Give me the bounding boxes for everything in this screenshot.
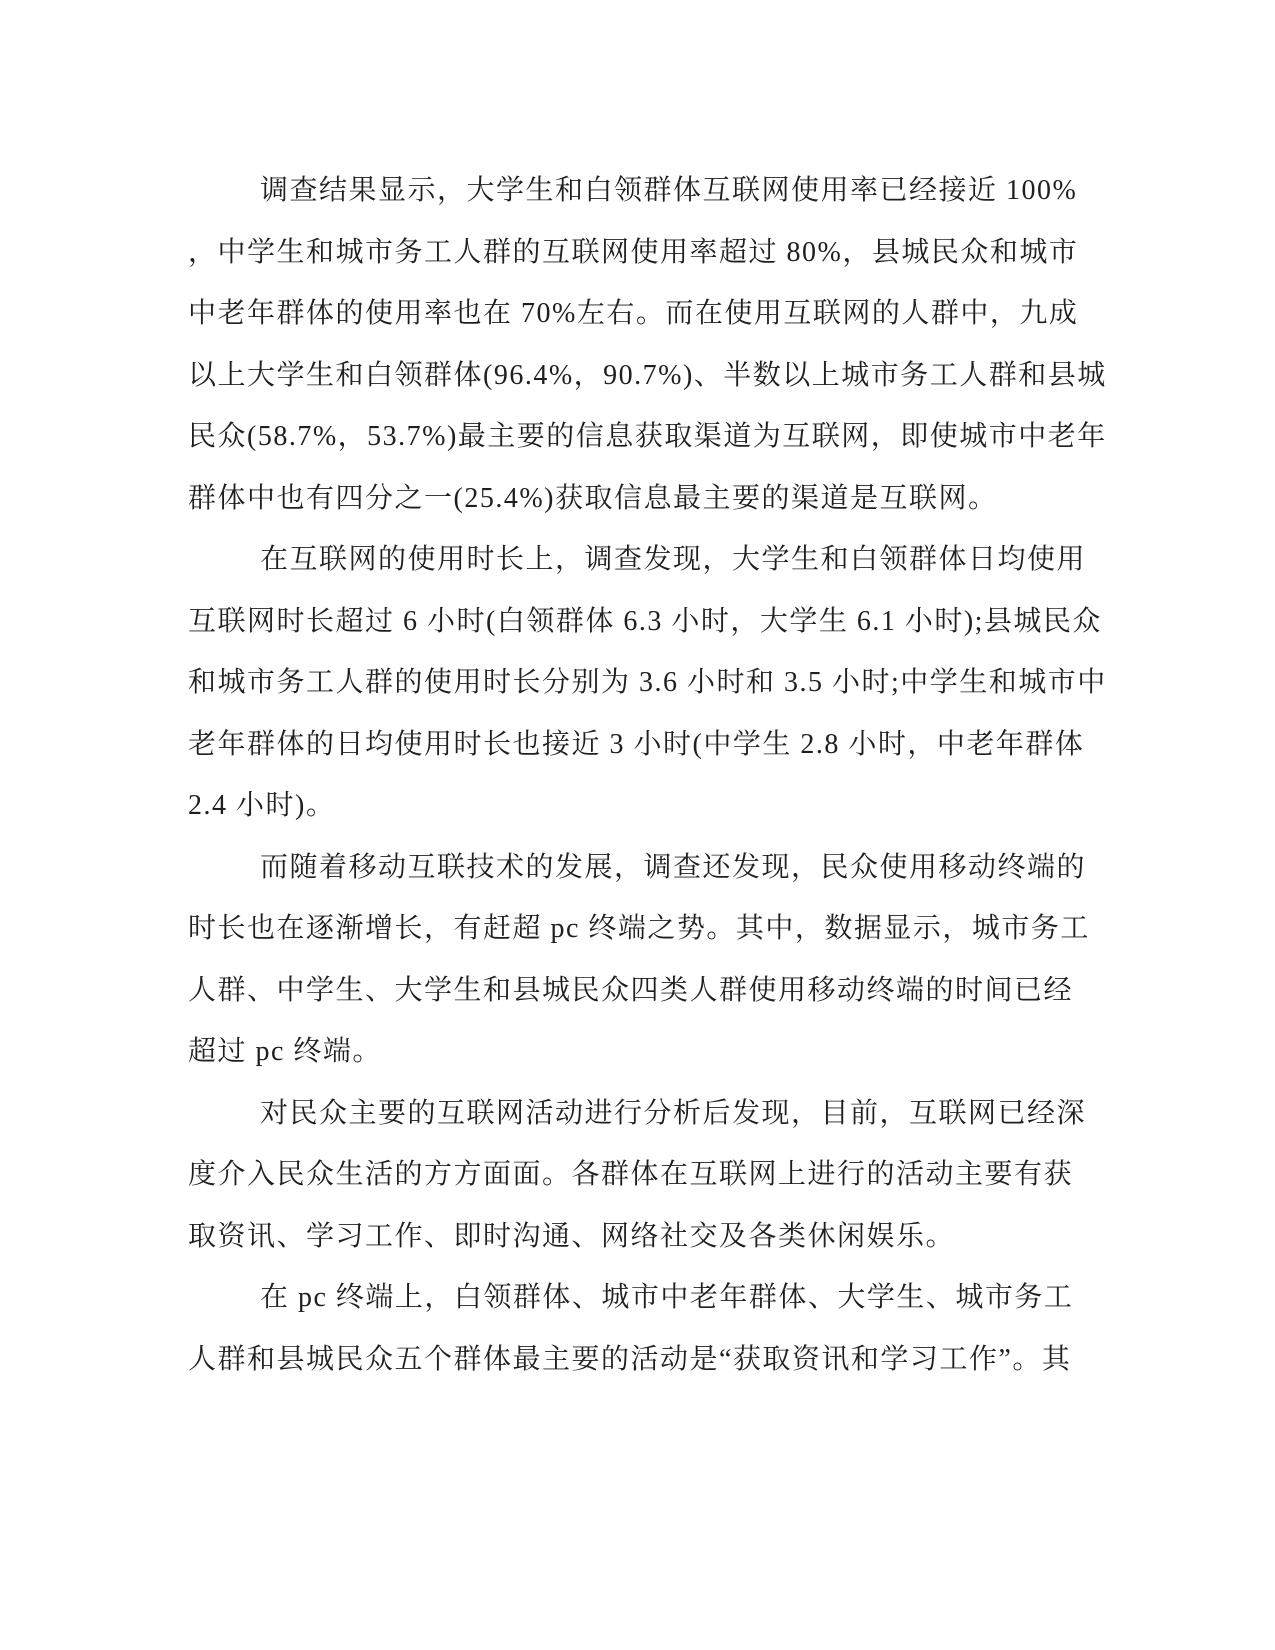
text-line: 群体中也有四分之一(25.4%)获取信息最主要的渠道是互联网。 — [188, 482, 998, 514]
text-line: 互联网时长超过 6 小时(白领群体 6.3 小时，大学生 6.1 小时);县城民众 — [188, 605, 1102, 637]
text-line: 中老年群体的使用率也在 70%左右。而在使用互联网的人群中，九成 — [188, 298, 1079, 329]
text-line: ，中学生和城市务工人群的互联网使用率超过 80%，县城民众和城市 — [188, 236, 1079, 268]
paragraph-pc-terminal — [188, 1267, 1074, 1390]
text-line: 时长也在逐渐增长，有赶超 pc 终端之势。其中，数据显示，城市务工 — [188, 913, 1090, 944]
text-line: 在 pc 终端上，白领群体、城市中老年群体、大学生、城市务工 — [260, 1282, 1074, 1313]
text-line: 而随着移动互联技术的发展，调查还发现，民众使用移动终端的 — [260, 851, 1087, 883]
text-line: 2.4 小时)。 — [188, 790, 336, 821]
text-line: 调查结果显示，大学生和白领群体互联网使用率已经接近 100% — [260, 175, 1078, 206]
paragraph-usage-duration — [188, 529, 1107, 837]
paragraph-mobile-terminal — [188, 837, 1090, 1083]
text-line: 对民众主要的互联网活动进行分析后发现，目前，互联网已经深 — [260, 1097, 1087, 1129]
text-line: 超过 pc 终端。 — [188, 1036, 382, 1067]
text-line: 在互联网的使用时长上，调查发现，大学生和白领群体日均使用 — [260, 544, 1087, 575]
text-line: 度介入民众生活的方方面面。各群体在互联网上进行的活动主要有获 — [188, 1159, 1074, 1190]
document-body — [188, 160, 1107, 1390]
paragraph-internet-usage-rate — [188, 160, 1107, 529]
text-line: 人群、中学生、大学生和县城民众四类人群使用移动终端的时间已经 — [188, 974, 1074, 1006]
text-line: 民众(58.7%，53.7%)最主要的信息获取渠道为互联网，即使城市中老年 — [188, 421, 1107, 452]
text-line: 和城市务工人群的使用时长分别为 3.6 小时和 3.5 小时;中学生和城市中 — [188, 667, 1107, 698]
text-line: 取资讯、学习工作、即时沟通、网络社交及各类休闲娱乐。 — [188, 1220, 956, 1252]
text-line: 老年群体的日均使用时长也接近 3 小时(中学生 2.8 小时，中老年群体 — [188, 728, 1085, 760]
text-line: 人群和县城民众五个群体最主要的活动是“获取资讯和学习工作”。其 — [188, 1343, 1072, 1375]
text-line: 以上大学生和白领群体(96.4%，90.7%)、半数以上城市务工人群和县城 — [188, 359, 1107, 391]
paragraph-internet-activities — [188, 1083, 1087, 1268]
